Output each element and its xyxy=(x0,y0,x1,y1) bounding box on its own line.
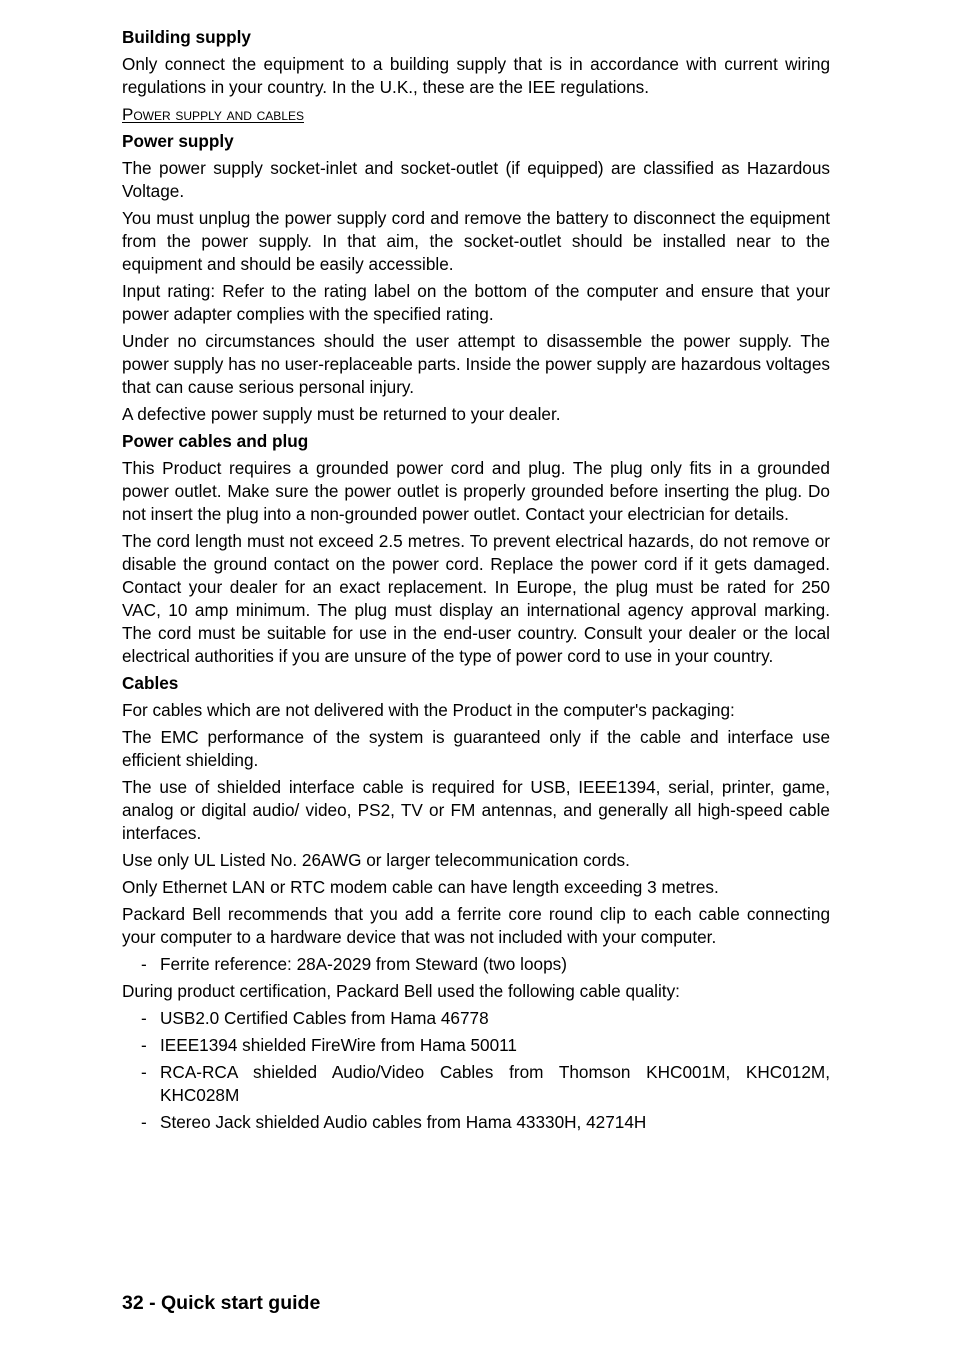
quality-bullet-item xyxy=(122,1061,830,1107)
ferrite-bullet-item xyxy=(122,953,830,976)
power-supply-paragraph: The power supply socket-inlet and socket-outlet (if equipped) are classified as Hazardous Voltage. xyxy=(122,158,830,201)
cables-heading: Cables xyxy=(122,673,179,693)
bullet-text: Ferrite reference: 28A-2029 from Steward (two loops) xyxy=(160,954,567,974)
bullet-text: IEEE1394 shielded FireWire from Hama 50011 xyxy=(160,1035,517,1055)
power-cables-paragraph: This Product requires a grounded power cord and plug. The plug only fits in a grounded power outlet. Make sure the power outlet is properly grounded before inserting the plug. Do not insert the plug into a non-grounded power outlet. Contact your electrician for details. xyxy=(122,458,830,524)
building-supply-heading: Building supply xyxy=(122,27,251,47)
cables-paragraph: Packard Bell recommends that you add a ferrite core round clip to each cable connecting your computer to a hardware device that was not included with your computer. xyxy=(122,904,830,947)
power-supply-paragraph: You must unplug the power supply cord and remove the battery to disconnect the equipment from the power supply. In that aim, the socket-outlet should be installed near to the equipment and should be easily accessible. xyxy=(122,208,830,274)
power-cables-paragraph: The cord length must not exceed 2.5 metres. To prevent electrical hazards, do not remove or disable the ground contact on the power cord. Replace the power cord if it gets damaged. Contact your dealer for an exact replacement. In Europe, the plug must be rated for 250 VAC, 10 amp minimum. The plug must display an international agency approval marking. The cord must be suitable for use in the end-user country. Consult your dealer or the local electrical authorities if you are unsure of the type of power cord to use in your country. xyxy=(122,531,830,666)
bullet-text: RCA-RCA shielded Audio/Video Cables from Thomson KHC001M, KHC012M, KHC028M xyxy=(160,1062,830,1105)
quality-bullet-item xyxy=(122,1111,830,1134)
page-footer: 32 - Quick start guide xyxy=(122,1292,321,1314)
power-supply-paragraph: A defective power supply must be returned to your dealer. xyxy=(122,404,561,424)
cables-paragraph: The use of shielded interface cable is required for USB, IEEE1394, serial, printer, game, analog or digital audio/ video, PS2, TV or FM antennas, and generally all high-speed cable interfaces. xyxy=(122,777,830,843)
power-supply-paragraph: Input rating: Refer to the rating label on the bottom of the computer and ensure that your power adapter complies with the specified rating. xyxy=(122,281,830,324)
section-title-text: Power supply and cables xyxy=(122,105,304,124)
power-cables-heading: Power cables and plug xyxy=(122,431,309,451)
bullet-dash: - xyxy=(141,1008,147,1028)
cables-paragraph: Use only UL Listed No. 26AWG or larger telecommunication cords. xyxy=(122,850,630,870)
bullet-dash: - xyxy=(141,1112,147,1132)
cables-paragraph: For cables which are not delivered with the Product in the computer's packaging: xyxy=(122,700,735,720)
bullet-dash: - xyxy=(141,1035,147,1055)
power-supply-paragraph: Under no circumstances should the user attempt to disassemble the power supply. The power supply has no user-replaceable parts. Inside the power supply are hazardous voltages that can cause serious personal injury. xyxy=(122,331,830,397)
bullet-text: Stereo Jack shielded Audio cables from Hama 43330H, 42714H xyxy=(160,1112,647,1132)
cables-paragraph: The EMC performance of the system is guaranteed only if the cable and interface use efficient shielding. xyxy=(122,727,830,770)
bullet-text: USB2.0 Certified Cables from Hama 46778 xyxy=(160,1008,489,1028)
power-supply-heading: Power supply xyxy=(122,131,234,151)
building-supply-text: Only connect the equipment to a building supply that is in accordance with current wiring regulations in your country. In the U.K., these are the IEE regulations. xyxy=(122,54,830,97)
cables-paragraph: Only Ethernet LAN or RTC modem cable can have length exceeding 3 metres. xyxy=(122,877,719,897)
quality-bullet-item xyxy=(122,1034,830,1057)
certification-intro: During product certification, Packard Bell used the following cable quality: xyxy=(122,981,680,1001)
section-title xyxy=(122,103,830,126)
bullet-dash: - xyxy=(141,954,147,974)
document-page xyxy=(122,26,830,1138)
bullet-dash: - xyxy=(141,1062,147,1082)
quality-bullet-item xyxy=(122,1007,830,1030)
